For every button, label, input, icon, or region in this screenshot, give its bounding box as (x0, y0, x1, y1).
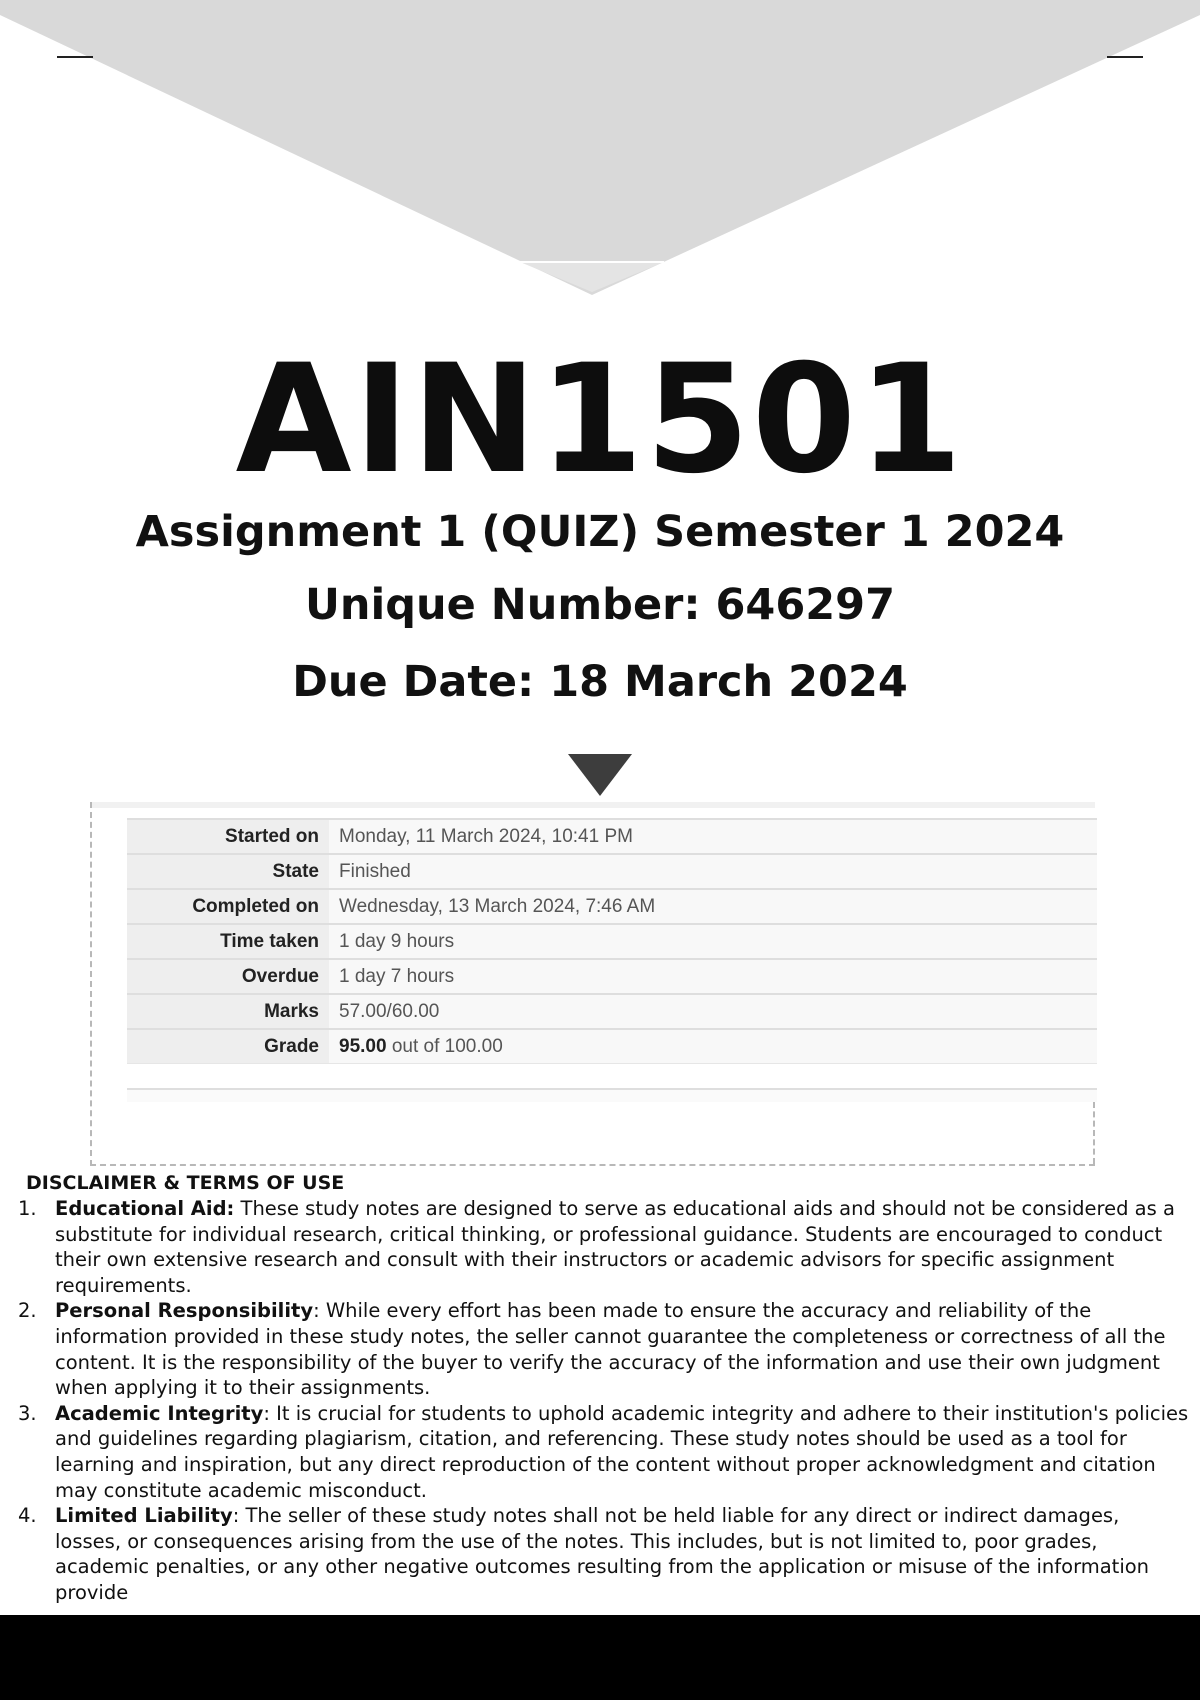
grade-score: 95.00 (339, 1035, 387, 1057)
list-item (18, 1503, 1190, 1605)
row-label-time-taken: Time taken (127, 924, 329, 959)
table-row (127, 924, 1097, 959)
frame-right-edge (1093, 1102, 1095, 1164)
table-row (127, 889, 1097, 924)
row-value-grade (329, 1029, 1097, 1064)
quiz-summary-table (127, 818, 1097, 1064)
summary-footer-strip (127, 1088, 1097, 1102)
row-label-marks: Marks (127, 994, 329, 1029)
item-heading: Personal Responsibility (55, 1299, 314, 1323)
quiz-summary-screenshot (90, 802, 1095, 1166)
table-row (127, 959, 1097, 994)
table-row (127, 819, 1097, 854)
item-number: 3. (18, 1401, 37, 1425)
down-triangle-icon (568, 754, 632, 796)
row-label-grade: Grade (127, 1029, 329, 1064)
table-row (127, 994, 1097, 1029)
assignment-title: Assignment 1 (QUIZ) Semester 1 2024 (135, 507, 1065, 557)
item-number: 1. (18, 1197, 37, 1220)
corner-line-left (57, 56, 93, 58)
list-item (18, 1401, 1190, 1503)
disclaimer-title: DISCLAIMER & TERMS OF USE (26, 1172, 345, 1194)
course-code: AIN1501 (235, 333, 965, 507)
banner-shape (0, 0, 1200, 295)
row-value-state: Finished (329, 854, 1097, 889)
row-label-started-on: Started on (127, 819, 329, 854)
item-text: These study notes are designed to serve as educational aids and should not be considered as a substitute for individual research, critical thinking, or professional guidance. Students are encouraged to conduct their own extensive research and consult with their instructors or academic advisors for specific assignment requirements. (55, 1197, 1175, 1297)
row-value-time-taken: 1 day 9 hours (329, 924, 1097, 959)
unique-number: Unique Number: 646297 (304, 580, 896, 630)
row-value-started-on: Monday, 11 March 2024, 10:41 PM (329, 819, 1097, 854)
corner-line-right (1107, 56, 1143, 58)
item-heading: Limited Liability (55, 1504, 233, 1528)
footer-bar (0, 1615, 1200, 1700)
disclaimer-list (18, 1196, 1190, 1606)
item-heading: Educational Aid: (55, 1197, 235, 1220)
item-text: : While every effort has been made to ensure the accuracy and reliability of the information provided in these study notes, the seller cannot guarantee the completeness or correctness of all the content. It is the responsibility of the buyer to verify the accuracy of the information and use their own judgment when applying it to their assignments. (55, 1299, 1166, 1400)
table-row (127, 1029, 1097, 1064)
item-text: : It is crucial for students to uphold academic integrity and adhere to their institution's policies and guidelines regarding plagiarism, citation, and referencing. These study notes should be used as a tool for learning and inspiration, but any direct reproduction of the content without proper acknowledgment and citation may constitute academic misconduct. (55, 1401, 1189, 1502)
row-label-state: State (127, 854, 329, 889)
item-heading: Academic Integrity (55, 1401, 264, 1425)
due-date: Due Date: 18 March 2024 (292, 657, 908, 707)
list-item (18, 1298, 1190, 1400)
item-number: 4. (18, 1504, 37, 1528)
table-row (127, 854, 1097, 889)
grade-suffix: out of 100.00 (391, 1035, 503, 1057)
item-number: 2. (18, 1299, 37, 1323)
banner-inner-shape (520, 262, 664, 292)
frame-top-edge (92, 802, 1095, 808)
row-value-overdue: 1 day 7 hours (329, 959, 1097, 994)
row-label-overdue: Overdue (127, 959, 329, 994)
row-value-completed-on: Wednesday, 13 March 2024, 7:46 AM (329, 889, 1097, 924)
row-value-marks: 57.00/60.00 (329, 994, 1097, 1029)
list-item (18, 1196, 1190, 1298)
banner-chevron (0, 0, 1200, 300)
item-text: : The seller of these study notes shall not be held liable for any direct or indirect damages, losses, or consequences arising from the use of the notes. This includes, but is not limited to, poor grades, academic penalties, or any other negative outcomes resulting from the application or misuse of the information provide (55, 1504, 1150, 1604)
row-label-completed-on: Completed on (127, 889, 329, 924)
